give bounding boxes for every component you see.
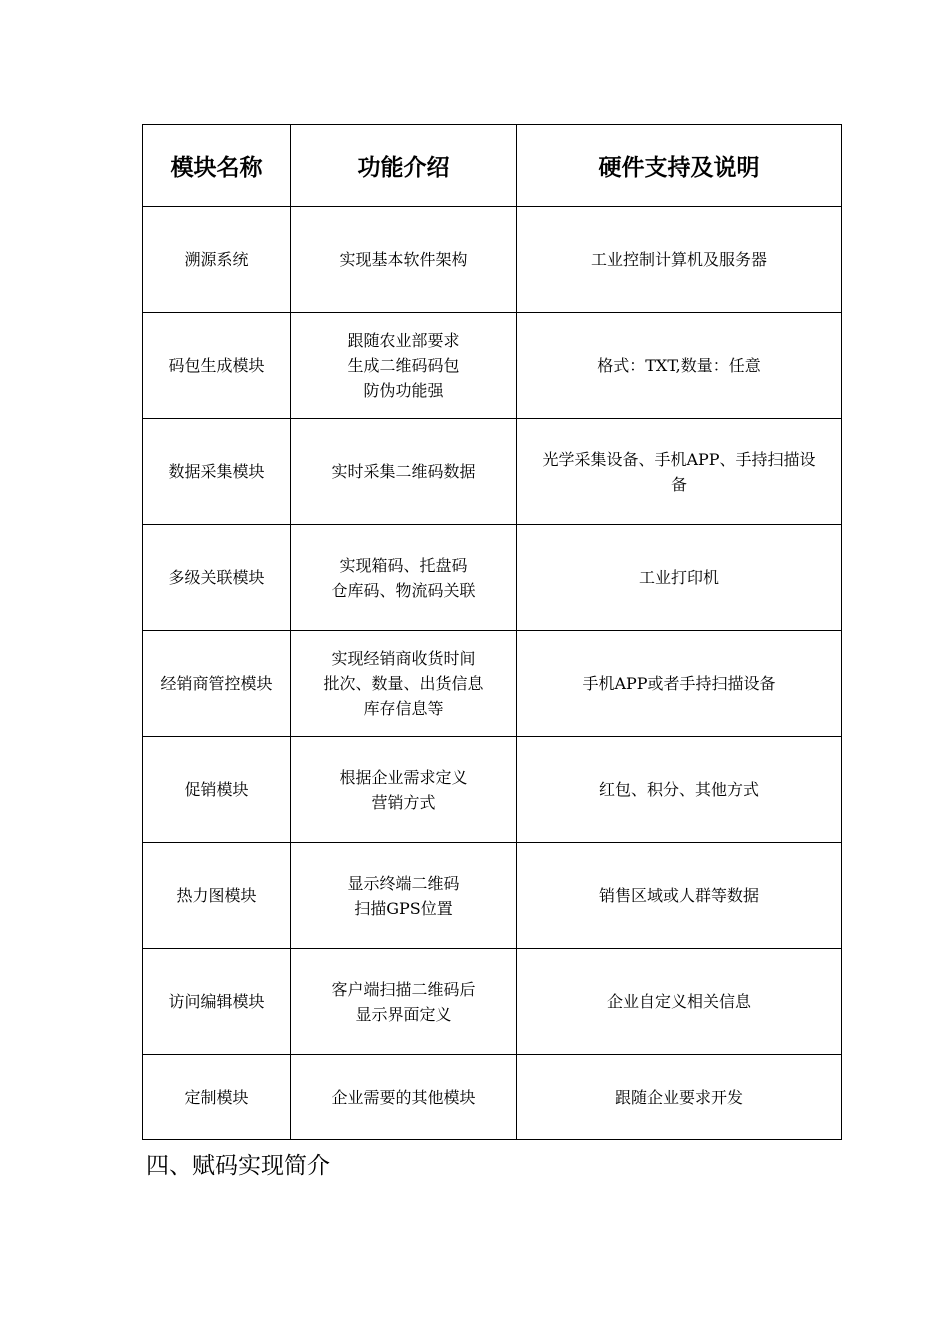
module-name-cell bbox=[143, 949, 291, 1055]
module-name: 定制模块 bbox=[184, 1087, 249, 1107]
module-name-cell bbox=[143, 1055, 291, 1140]
function-line: 实现基本软件架构 bbox=[339, 250, 468, 269]
function-line: 显示界面定义 bbox=[355, 1004, 452, 1024]
function-line: 实时采集二维码数据 bbox=[331, 462, 476, 481]
hardware-cell bbox=[517, 313, 842, 419]
hardware-line: 红包、积分、其他方式 bbox=[598, 780, 759, 799]
hardware-line: 备 bbox=[670, 474, 687, 494]
module-name-cell bbox=[143, 737, 291, 843]
hardware-cell bbox=[517, 207, 842, 313]
table-row bbox=[143, 1055, 842, 1140]
table-row bbox=[143, 525, 842, 631]
hardware-cell bbox=[517, 1055, 842, 1140]
function-line: 客户端扫描二维码后 bbox=[331, 979, 476, 999]
module-table bbox=[142, 124, 842, 1140]
function-cell bbox=[291, 737, 517, 843]
hardware-line: 跟随企业要求开发 bbox=[614, 1087, 743, 1107]
module-name-cell bbox=[143, 631, 291, 737]
header-function: 功能介绍 bbox=[291, 125, 517, 207]
module-name: 码包生成模块 bbox=[168, 356, 265, 375]
function-cell bbox=[291, 631, 517, 737]
function-cell bbox=[291, 419, 517, 525]
function-cell bbox=[291, 949, 517, 1055]
hardware-cell bbox=[517, 631, 842, 737]
header-module-name: 模块名称 bbox=[143, 125, 291, 207]
function-line: 显示终端二维码 bbox=[347, 873, 460, 893]
table-row bbox=[143, 631, 842, 737]
module-name-cell bbox=[143, 525, 291, 631]
module-name: 热力图模块 bbox=[176, 886, 257, 905]
hardware-line: 工业控制计算机及服务器 bbox=[590, 250, 767, 269]
module-name: 溯源系统 bbox=[184, 250, 249, 269]
table-row bbox=[143, 419, 842, 525]
function-line: 根据企业需求定义 bbox=[339, 767, 468, 787]
module-name: 访问编辑模块 bbox=[168, 992, 265, 1011]
module-name-cell bbox=[143, 313, 291, 419]
function-line: 实现经销商收货时间 bbox=[331, 649, 476, 668]
module-name: 促销模块 bbox=[184, 780, 249, 799]
table-header-row bbox=[143, 125, 842, 207]
function-line: 生成二维码码包 bbox=[347, 356, 460, 375]
section-heading: 四、赋码实现简介 bbox=[146, 1153, 330, 1179]
module-name: 数据采集模块 bbox=[168, 462, 265, 481]
table-row bbox=[143, 843, 842, 949]
hardware-line: 手机APP或者手持扫描设备 bbox=[582, 674, 776, 693]
module-name-cell bbox=[143, 207, 291, 313]
header-hardware: 硬件支持及说明 bbox=[517, 125, 842, 207]
function-line: 仓库码、物流码关联 bbox=[331, 580, 476, 600]
function-line: 扫描GPS位置 bbox=[354, 898, 453, 918]
hardware-cell bbox=[517, 949, 842, 1055]
function-cell bbox=[291, 313, 517, 419]
hardware-line: 光学采集设备、手机APP、手持扫描设 bbox=[542, 449, 816, 469]
hardware-line: 格式：TXT,数量：任意 bbox=[597, 356, 761, 375]
module-name-cell bbox=[143, 843, 291, 949]
function-cell bbox=[291, 525, 517, 631]
function-line: 实现箱码、托盘码 bbox=[339, 555, 468, 575]
hardware-line: 销售区域或人群等数据 bbox=[598, 886, 759, 905]
hardware-cell bbox=[517, 843, 842, 949]
function-line: 营销方式 bbox=[371, 792, 436, 812]
function-cell bbox=[291, 843, 517, 949]
module-name: 多级关联模块 bbox=[168, 568, 265, 587]
table-row bbox=[143, 313, 842, 419]
function-line: 跟随农业部要求 bbox=[347, 331, 460, 350]
function-line: 防伪功能强 bbox=[363, 381, 444, 400]
table-row bbox=[143, 207, 842, 313]
table-row bbox=[143, 737, 842, 843]
hardware-cell bbox=[517, 419, 842, 525]
hardware-cell bbox=[517, 525, 842, 631]
module-name: 经销商管控模块 bbox=[160, 674, 273, 693]
module-name-cell bbox=[143, 419, 291, 525]
function-cell bbox=[291, 1055, 517, 1140]
function-line: 企业需要的其他模块 bbox=[331, 1087, 476, 1107]
function-line: 批次、数量、出货信息 bbox=[323, 674, 484, 693]
function-cell bbox=[291, 207, 517, 313]
function-line: 库存信息等 bbox=[363, 699, 444, 718]
hardware-cell bbox=[517, 737, 842, 843]
hardware-line: 企业自定义相关信息 bbox=[606, 992, 751, 1011]
table-row bbox=[143, 949, 842, 1055]
hardware-line: 工业打印机 bbox=[638, 568, 719, 587]
